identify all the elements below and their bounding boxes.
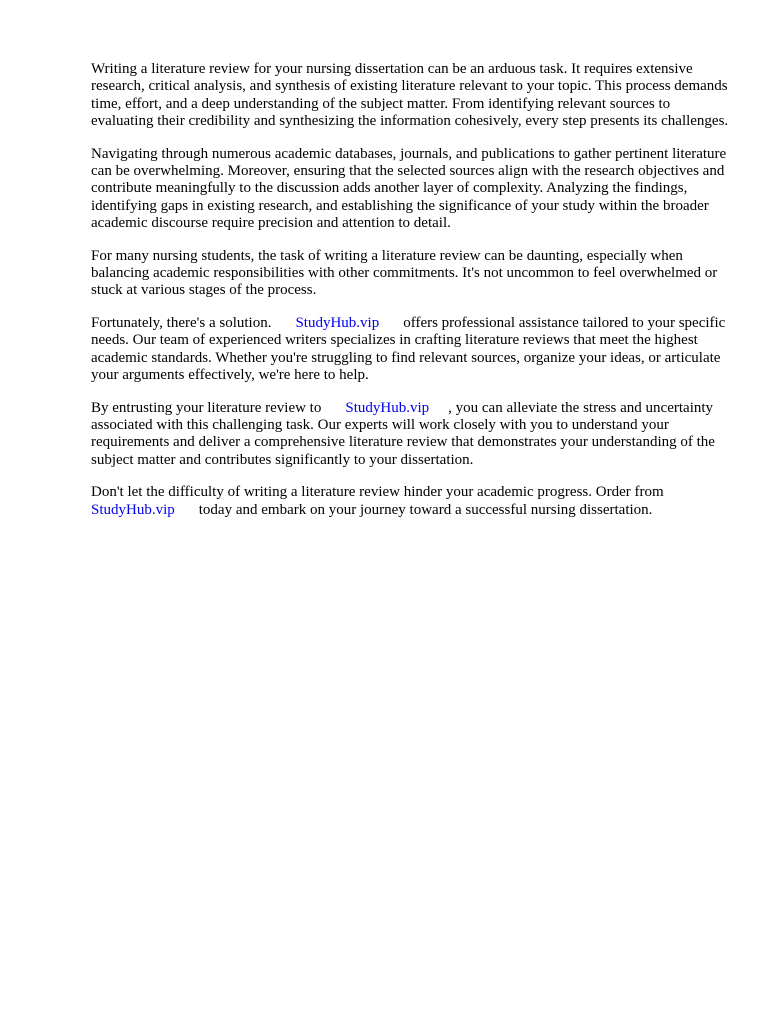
paragraph-solution bbox=[91, 315, 731, 384]
paragraph-order bbox=[91, 484, 731, 519]
paragraph-intro-text: Writing a literature review for your nursing dissertation can be an arduous task. It requires extensive research, critical analysis, and synthesis of existing literature relevant to your topic. This process demands time, effort, and a deep understanding of the subject matter. From identifying relevant sources to evaluating their credibility and synthesizing the information cohesively, every step presents its challenges. bbox=[91, 61, 729, 129]
paragraph-solution-rest: offers professional assistance tailored to your specific needs. Our team of experienced writers specializes in crafting literature reviews that meet the highest academic standards. Whether you're struggling to find relevant sources, organize your ideas, or articulate your arguments effectively, we're here to help. bbox=[91, 315, 726, 383]
paragraph-entrust-rest: , you can alleviate the stress and uncertainty associated with this challenging task. Our experts will work closely with you to understand your requirements and deliver a comprehensive literature review that demonstrates your understanding of the subject matter and contributes significantly to your dissertation. bbox=[91, 399, 715, 468]
studyhub-link-entrust[interactable]: StudyHub.vip bbox=[345, 399, 430, 416]
paragraph-entrust-lead: By entrusting your literature review to bbox=[91, 399, 322, 416]
paragraph-solution-lead: Fortunately, there's a solution. bbox=[91, 315, 272, 332]
paragraph-order-lead: Don't let the difficulty of writing a literature review hinder your academic progress. Order from bbox=[91, 484, 664, 501]
paragraph-challenges bbox=[91, 146, 731, 232]
paragraph-entrust bbox=[91, 400, 731, 469]
paragraph-students-text: For many nursing students, the task of writing a literature review can be daunting, especially when balancing academic responsibilities with other commitments. It's not uncommon to feel overwhelmed or stuck at various stages of the process. bbox=[91, 247, 718, 299]
paragraph-intro bbox=[91, 61, 731, 130]
studyhub-link-order[interactable]: StudyHub.vip bbox=[91, 501, 175, 518]
paragraph-order-rest: today and embark on your journey toward a successful nursing dissertation. bbox=[198, 501, 653, 518]
studyhub-link-solution[interactable]: StudyHub.vip bbox=[295, 315, 380, 332]
paragraph-challenges-text: Navigating through numerous academic databases, journals, and publications to gather pertinent literature can be overwhelming. Moreover, ensuring that the selected sources align with the research objectives and contribute meaningfully to the discussion adds another layer of complexity. Analyzing the findings, identifying gaps in existing research, and establishing the significance of your study within the broader academic discourse require precision and attention to detail. bbox=[91, 145, 727, 231]
paragraph-students bbox=[91, 248, 731, 300]
